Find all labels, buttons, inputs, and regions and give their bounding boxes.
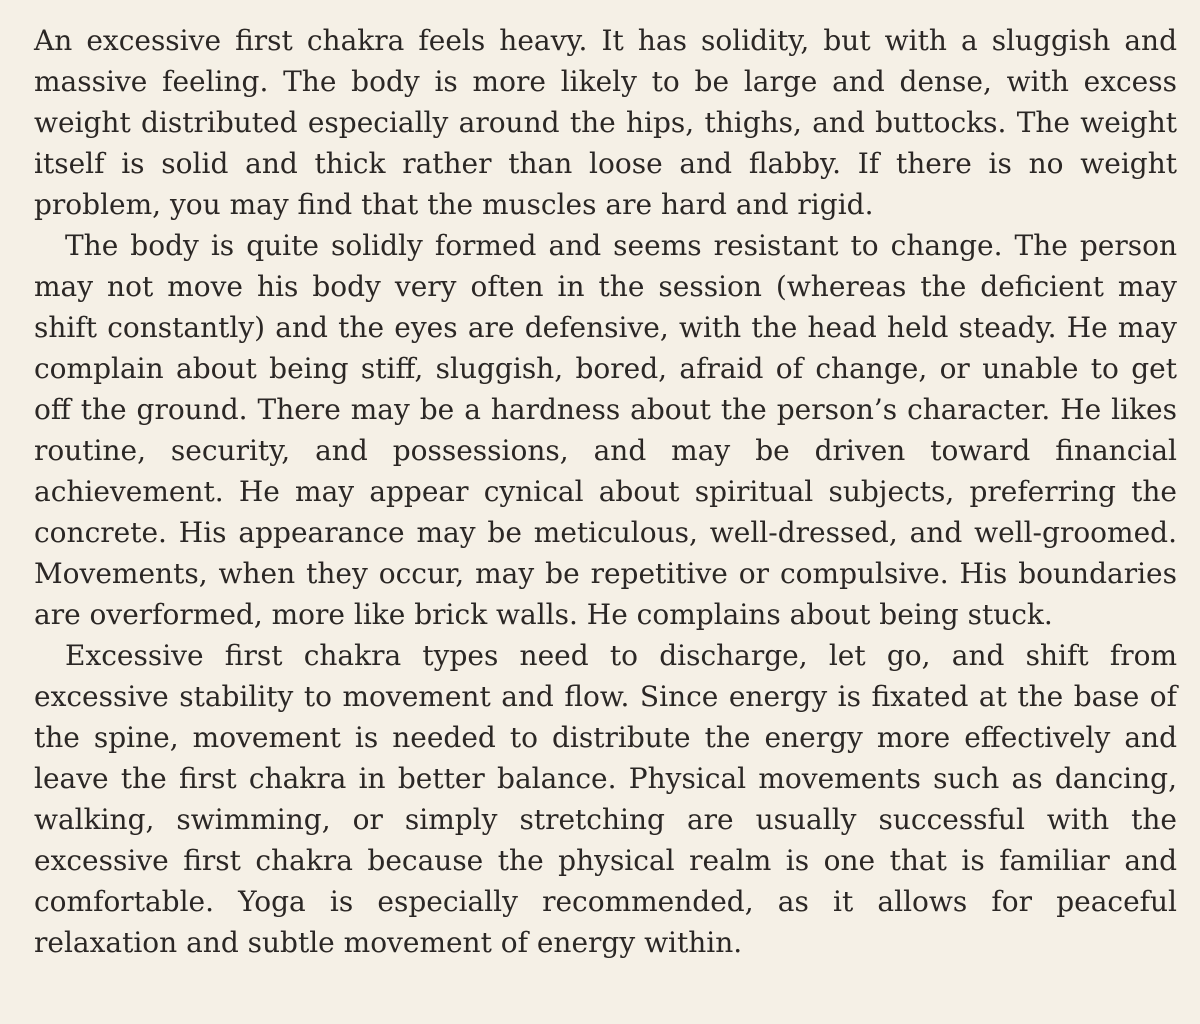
paragraph-2: The body is quite solidly formed and seems resistant to change. The person may not move his body very often in the session (whereas the deficient may shift constantly) and the eyes are defensive, with the head held steady. He may complain about being stiff, sluggish, bored, afraid of change, or unable to get off the ground. There may be a hardness about the person’s character. He likes routine, security, and possessions, and may be driven toward financial achievement. He may appear cynical about spiritual subjects, preferring the concrete. His appearance may be meticulous, well-dressed, and well-groomed. Movements, when they occur, may be repetitive or compulsive. His boundaries are overformed, more like brick walls. He complains about being stuck. bbox=[34, 229, 1177, 631]
paragraph-3: Excessive first chakra types need to discharge, let go, and shift from excessive stability to movement and flow. Since energy is fixated at the base of the spine, movement is needed to distribute the energy more effectively and leave the first chakra in better balance. Physical movements such as dancing, walking, swimming, or simply stretching are usually successful with the excessive first chakra because the physical realm is one that is familiar and comfortable. Yoga is especially recommended, as it allows for peaceful relaxation and subtle movement of energy within. bbox=[34, 639, 1177, 959]
paragraph-1: An excessive first chakra feels heavy. It has solidity, but with a sluggish and massive feeling. The body is more likely to be large and dense, with excess weight distributed especially around the hips, thighs, and buttocks. The weight itself is solid and thick rather than loose and flabby. If there is no weight problem, you may find that the muscles are hard and rigid. bbox=[34, 24, 1177, 221]
page-text bbox=[34, 20, 1177, 963]
